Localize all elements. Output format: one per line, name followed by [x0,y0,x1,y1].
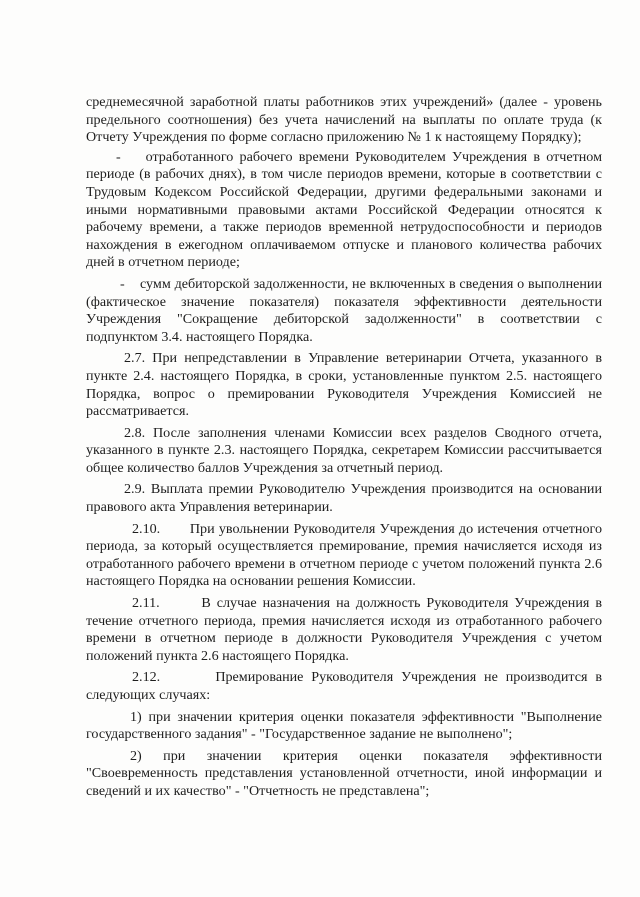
paragraph-case-1: 1) при значении критерия оценки показателя эффективности "Выполнение государственного задания" - "Государственное задание не выполнено"; [86,708,602,743]
document-body [86,94,602,801]
paragraph-2-11: 2.11. В случае назначения на должность Руководителя Учреждения в течение отчетного периода, премия начисляется исходя из отработанного рабочего времени в отчетном периоде в должности Руководителя Учреждения с учетом положений пункта 2.6 настоящего Порядка. [86,595,602,664]
paragraph-continuation: среднемесячной заработной платы работников этих учреждений» (далее - уровень предельного соотношения) без учета начислений на выплаты по оплате труда (к Отчету Учреждения по форме согласно приложению № 1 к настоящему Порядку); [86,94,602,146]
paragraph-bullet-receivables: - сумм дебиторской задолженности, не включенных в сведения о выполнении (фактическое значение показателя) показателя эффективности деятельности Учреждения "Сокращение дебиторской задолженности" в соответствии с подпунктом 3.4. настоящего Порядка. [86,275,602,345]
paragraph-case-2: 2) при значении критерия оценки показателя эффективности "Своевременность представления установленной отчетности, иной информации и сведений и их качество" - "Отчетность не представлена"; [86,747,602,799]
paragraph-2-8: 2.8. После заполнения членами Комиссии всех разделов Сводного отчета, указанного в пункте 2.3. настоящего Порядка, секретарем Комиссии рассчитывается общее количество баллов Учреждения за отчетный период. [86,424,602,476]
paragraph-bullet-worktime: - отработанного рабочего времени Руководителем Учреждения в отчетном периоде (в рабочих днях), в том числе периодов времени, которые в соответствии с Трудовым Кодексом Российской Федерации, другими федеральными законами и иными нормативными правовыми актами Российской Федерации относятся к рабочему времени, а также периодов временной нетрудоспособности и периодов нахождения в ежегодном оплачиваемом отпуске и планового количества рабочих дней в отчетном периоде; [86,148,602,271]
paragraph-2-12: 2.12. Премирование Руководителя Учреждения не производится в следующих случаях: [86,669,602,703]
paragraph-2-9: 2.9. Выплата премии Руководителю Учреждения производится на основании правового акта Управления ветеринарии. [86,481,602,516]
paragraph-2-7: 2.7. При непредставлении в Управление ветеринарии Отчета, указанного в пункте 2.4. настоящего Порядка, в сроки, установленные пунктом 2.5. настоящего Порядка, вопрос о премировании Руководителя Учреждения Комиссией не рассматривается. [86,350,602,420]
paragraph-2-10: 2.10. При увольнении Руководителя Учреждения до истечения отчетного периода, за который осуществляется премирование, премия начисляется исходя из отработанного рабочего времени в отчетном периоде с учетом положений пункта 2.6 настоящего Порядка на основании решения Комиссии. [86,520,602,590]
